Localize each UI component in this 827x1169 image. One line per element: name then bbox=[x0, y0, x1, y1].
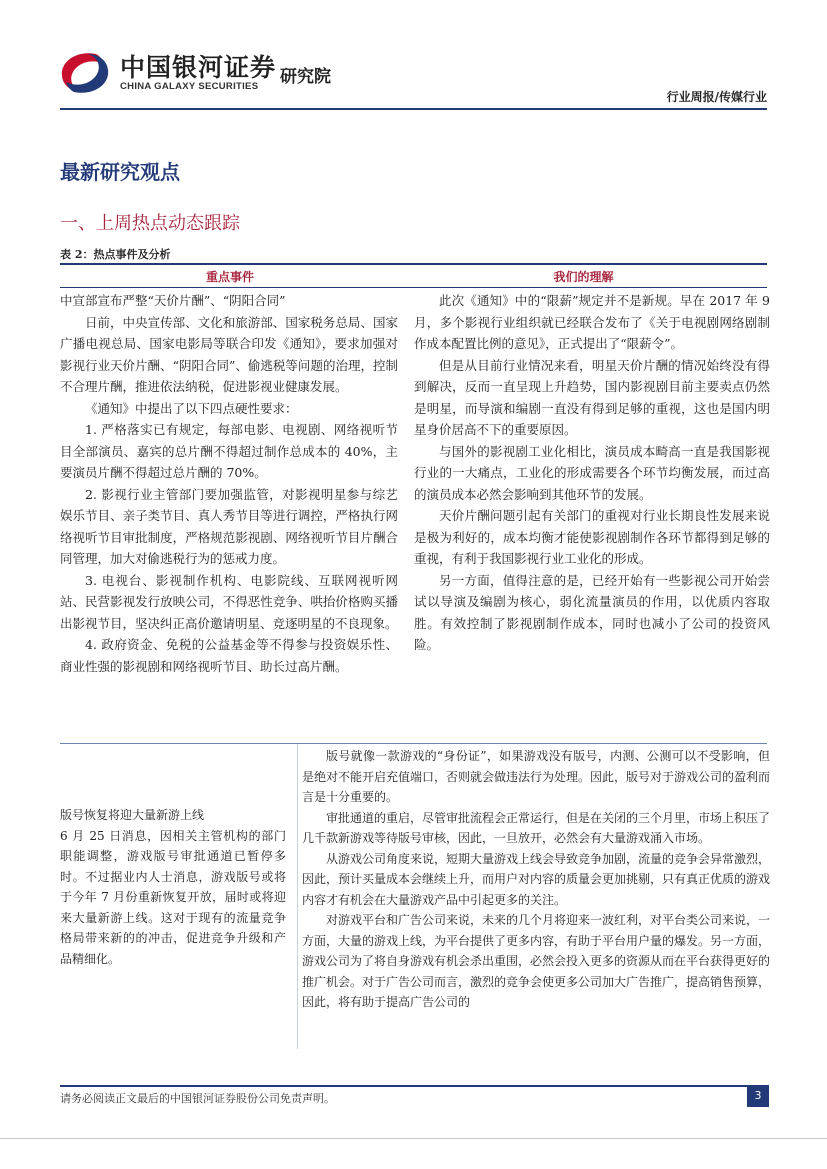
analysis-paragraph: 此次《通知》中的“限薪”规定并不是新规。早在 2017 年 9 月，多个影视行业组织就已经联合发布了《关于电视剧网络剧制作成本配置比例的意见》，正式提出了“限薪令”。 bbox=[414, 293, 770, 351]
table-caption: 表 2：热点事件及分析 bbox=[60, 248, 171, 261]
analysis-paragraph: 与国外的影视剧工业化相比，演员成本畸高一直是我国影视行业的一大痛点，工业化的形成需要各个环节均衡发展，而过高的演员成本必然会影响到其他环节的发展。 bbox=[414, 443, 770, 502]
analysis-paragraph: 另一方面，值得注意的是，已经开始有一些影视公司开始尝试以导演及编剧为核心，弱化流量演员的作用，以优质内容取胜。有效控制了影视剧制作成本，同时也减小了公司的投资风险。 bbox=[414, 572, 770, 652]
page-header bbox=[0, 0, 827, 110]
row1-analysis-cell bbox=[414, 290, 770, 656]
column-header-event: 重点事件 bbox=[205, 270, 254, 284]
header-divider bbox=[60, 108, 767, 110]
company-name-cn: 中国银河证券 bbox=[120, 53, 277, 82]
report-type-label: 行业周报/传媒行业 bbox=[666, 90, 767, 104]
section-title: 一、上周热点动态跟踪 bbox=[60, 213, 240, 234]
event-paragraph: 6 月 25 日消息，因相关主管机构的部门职能调整，游戏版号审批通道已暂停多时。不过据业内人士消息，游戏版号或将于今年 7 月份重新恢复开放，届时或将迎来大量新游上线。这对于现有的流量竞争格局带来新的的冲击，促进竞争升级和产品精细化。 bbox=[60, 828, 286, 966]
footer-divider bbox=[60, 1085, 767, 1087]
analysis-paragraph: 审批通道的重启，尽管审批流程会正常运行，但是在关闭的三个月里，市场上积压了几千款新游戏等待版号审核，因此，一旦放开，必然会有大量游戏涌入市场。 bbox=[302, 810, 771, 845]
analysis-paragraph: 但是从目前行业情况来看，明星天价片酬的情况始终没有得到解决，反而一直呈现上升趋势，国内影视剧目前主要卖点仍然是明星，而导演和编剧一直没有得到足够的重视，这也是国内明星身价居高不下的重要原因。 bbox=[414, 357, 770, 437]
table-header-rule bbox=[60, 287, 767, 288]
event-paragraph: 2. 影视行业主管部门要加强监管，对影视明星参与综艺娱乐节目、亲子类节目、真人秀节目等进行调控，严格执行网络视听节目审批制度，严格规范影视剧、网络视听节目片酬合同管理，加大对偷逃税行为的惩戒力度。 bbox=[60, 486, 398, 566]
row2-analysis-cell bbox=[302, 746, 770, 1013]
event-paragraph: 3. 电视台、影视制作机构、电影院线、互联网视听网站、民营影视发行放映公司，不得恶性竞争、哄抬价格购买播出影视节目，坚决纠正高价邀请明星、竞逐明星的不良现象。 bbox=[60, 572, 398, 631]
company-name-en: CHINA GALAXY SECURITIES bbox=[120, 81, 259, 92]
table-column-divider bbox=[297, 744, 298, 1049]
galaxy-logo-icon bbox=[56, 48, 114, 98]
table-row-separator bbox=[60, 743, 767, 744]
analysis-paragraph: 版号就像一款游戏的“身份证”，如果游戏没有版号，内测、公测可以不受影响，但是绝对不能开启充值端口，否则就会做违法行为处理。因此，版号对于游戏公司的盈利而言是十分重要的。 bbox=[302, 749, 771, 804]
event-title: 版号恢复将迎大量新游上线 bbox=[60, 808, 205, 822]
event-paragraph: 4. 政府资金、免税的公益基金等不得参与投资娱乐性、商业性强的影视剧和网络视听节目、助长过高片酬。 bbox=[60, 637, 398, 674]
row2-event-cell bbox=[60, 805, 286, 969]
event-paragraph: 1. 严格落实已有规定，每部电影、电视剧、网络视听节目全部演员、嘉宾的总片酬不得超过制作总成本的 40%，主要演员片酬不得超过总片酬的 70%。 bbox=[60, 422, 398, 480]
page-number: 3 bbox=[747, 1085, 769, 1107]
analysis-paragraph: 对游戏平台和广告公司来说，未来的几个月将迎来一波红利，对平台类公司来说，一方面，大量的游戏上线，为平台提供了更多内容，有助于平台用户量的爆发。另一方面，游戏公司为了将自身游戏有机会杀出重围，必然会投入更多的资源从而在平台获得更好的推广机会。对于广告公司而言，激烈的竞争会使更多公司加大广告推广，提高销售预算，因此，将有助于提高广告公司的 bbox=[302, 913, 771, 1009]
event-title: 中宣部宣布严整“天价片酬”、“阴阳合同” bbox=[60, 293, 286, 308]
main-title: 最新研究观点 bbox=[60, 160, 180, 184]
footer-disclaimer: 请务必阅读正文最后的中国银河证券股份公司免责声明。 bbox=[60, 1092, 335, 1105]
institute-label: 研究院 bbox=[280, 67, 331, 87]
table-top-rule bbox=[60, 263, 767, 265]
row1-event-cell bbox=[60, 290, 398, 677]
analysis-paragraph: 天价片酬问题引起有关部门的重视对行业长期良性发展来说是极为利好的，成本均衡才能使影视剧制作各环节都得到足够的重视，有利于我国影视行业工业化的形成。 bbox=[414, 508, 770, 566]
column-header-analysis: 我们的理解 bbox=[553, 270, 614, 284]
event-paragraph: 日前，中央宣传部、文化和旅游部、国家税务总局、国家广播电视总局、国家电影局等联合印发《通知》，要求加强对影视行业天价片酬、“阴阳合同”、偷逃税等问题的治理，控制不合理片酬，推进依法纳税，促进影视业健康发展。 bbox=[60, 314, 398, 394]
page-bottom-edge bbox=[0, 1138, 827, 1139]
analysis-paragraph: 从游戏公司角度来说，短期大量游戏上线会导致竞争加剧，流量的竞争会异常激烈，因此，预计买量成本会继续上升，而用户对内容的质量会更加挑剔，只有真正优质的游戏内容才有机会在大量游戏产品中引起更多的关注。 bbox=[302, 851, 771, 907]
table-header-row bbox=[60, 266, 767, 286]
event-paragraph: 《通知》中提出了以下四点硬性要求： bbox=[85, 400, 298, 416]
